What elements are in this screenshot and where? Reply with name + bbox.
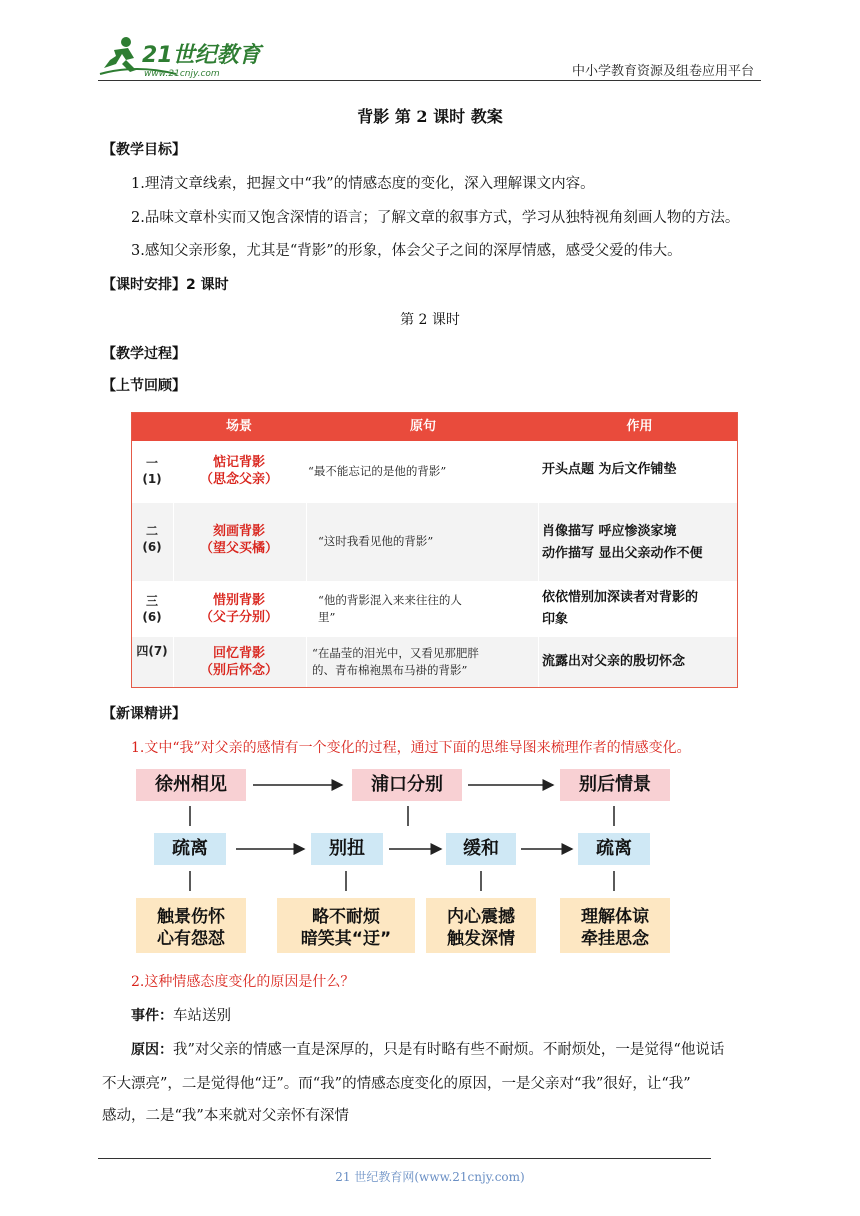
mindmap-detail-box: 理解体谅 牵挂思念 xyxy=(560,898,670,953)
mindmap-emotion-box: 疏离 xyxy=(578,833,650,865)
column-header: 原句 xyxy=(409,419,436,434)
lesson-label: 第 2 课时 xyxy=(400,312,460,328)
event-value: 车站送别 xyxy=(173,1008,231,1024)
schedule-heading: 【课时安排】 xyxy=(102,277,186,293)
review-table xyxy=(131,412,738,688)
reason-text: 我”对父亲的情感一直是深厚的，只是有时略有些不耐烦。不耐烦处，一是觉得“他说话 xyxy=(173,1042,725,1058)
row-number: 三 (6) xyxy=(142,594,162,624)
mindmap-detail-box: 内心震撼 触发深情 xyxy=(426,898,536,953)
footer-divider xyxy=(98,1158,711,1159)
mindmap-scene-box: 别后情景 xyxy=(560,769,670,801)
reason-text: 不大漂亮”，二是觉得他“迂”。而“我”的情感态度变化的原因，一是父亲对“我”很好，让“我” xyxy=(102,1076,691,1092)
logo-text: 21世纪教育 xyxy=(142,43,261,68)
site-logo xyxy=(96,34,266,80)
review-heading: 【上节回顾】 xyxy=(102,378,186,394)
scene-cell: 惜别背影 （父子分别） xyxy=(199,593,278,625)
event-line xyxy=(131,1006,231,1026)
column-header: 作用 xyxy=(626,419,653,434)
event-label: 事件： xyxy=(131,1008,173,1024)
table-row xyxy=(132,581,737,637)
scene-cell: 回忆背影 （别后怀念） xyxy=(199,646,278,678)
mindmap-emotion-box: 别扭 xyxy=(311,833,383,865)
process-heading: 【教学过程】 xyxy=(102,346,186,362)
document-title: 背影 第 2 课时 教案 xyxy=(357,107,503,126)
footer-text[interactable]: 21 世纪教育网(www.21cnjy.com) xyxy=(335,1170,525,1184)
objective-item: 1.理清文章线索，把握文中“我”的情感态度的变化，深入理解课文内容。 xyxy=(131,176,595,192)
quote-cell: “最不能忘记的是他的背影” xyxy=(308,464,447,478)
mindmap-detail-box: 触景伤怀 心有怨怼 xyxy=(136,898,246,953)
scene-cell: 惦记背影 （思念父亲） xyxy=(199,455,278,487)
mindmap-scene-box: 徐州相见 xyxy=(136,769,246,801)
question-1: 1.文中“我”对父亲的感情有一个变化的过程，通过下面的思维导图来梳理作者的情感变化。 xyxy=(131,740,691,756)
schedule-value: 2 课时 xyxy=(186,277,229,293)
scene-cell: 刻画背影 （望父买橘） xyxy=(199,524,278,556)
use-cell: 肖像描写 呼应惨淡家境 动作描写 显出父亲动作不便 xyxy=(542,524,703,561)
objective-item: 3.感知父亲形象，尤其是“背影”的形象，体会父子之间的深厚情感，感受父爱的伟大。 xyxy=(131,243,682,259)
column-divider xyxy=(538,441,539,687)
quote-cell: “这时我看见他的背影” xyxy=(318,534,434,548)
row-number: 一 (1) xyxy=(142,456,162,486)
reason-label: 原因： xyxy=(131,1042,173,1058)
table-row xyxy=(132,441,737,503)
use-cell: 开头点题 为后文作铺垫 xyxy=(542,462,677,477)
row-number: 二 (6) xyxy=(142,524,162,554)
column-divider xyxy=(173,441,174,687)
platform-name: 中小学教育资源及组卷应用平台 xyxy=(571,64,754,79)
use-cell: 依依惜别加深读者对背影的 印象 xyxy=(542,590,699,627)
objectives-heading: 【教学目标】 xyxy=(102,142,186,158)
objective-item: 2.品味文章朴实而又饱含深情的语言；了解文章的叙事方式，学习从独特视角刻画人物的方法。 xyxy=(131,210,740,226)
reason-line xyxy=(131,1040,724,1060)
table-row xyxy=(132,637,737,687)
quote-cell: “在晶莹的泪光中，又看见那肥胖 的、青布棉袍黑布马褂的背影” xyxy=(312,646,479,677)
column-divider xyxy=(306,441,307,687)
use-cell: 流露出对父亲的殷切怀念 xyxy=(542,654,686,669)
reason-text: 感动，二是“我”本来就对父亲怀有深情 xyxy=(102,1108,349,1124)
mindmap-emotion-box: 缓和 xyxy=(446,833,516,865)
new-lesson-heading: 【新课精讲】 xyxy=(102,706,186,722)
mindmap-scene-box: 浦口分别 xyxy=(352,769,462,801)
schedule-line xyxy=(102,275,229,295)
table-row xyxy=(132,503,737,581)
question-2: 2.这种情感态度变化的原因是什么？ xyxy=(131,974,355,990)
quote-cell: “他的背影混入来来往往的人 里” xyxy=(318,593,462,624)
header-divider xyxy=(98,80,761,81)
row-number: 四(7) xyxy=(136,644,168,658)
logo-url: www.21cnjy.com xyxy=(144,69,220,79)
mindmap-emotion-box: 疏离 xyxy=(154,833,226,865)
table-header xyxy=(132,413,737,441)
mindmap-detail-box: 略不耐烦 暗笑其“迂” xyxy=(277,898,415,953)
column-header: 场景 xyxy=(225,419,252,434)
